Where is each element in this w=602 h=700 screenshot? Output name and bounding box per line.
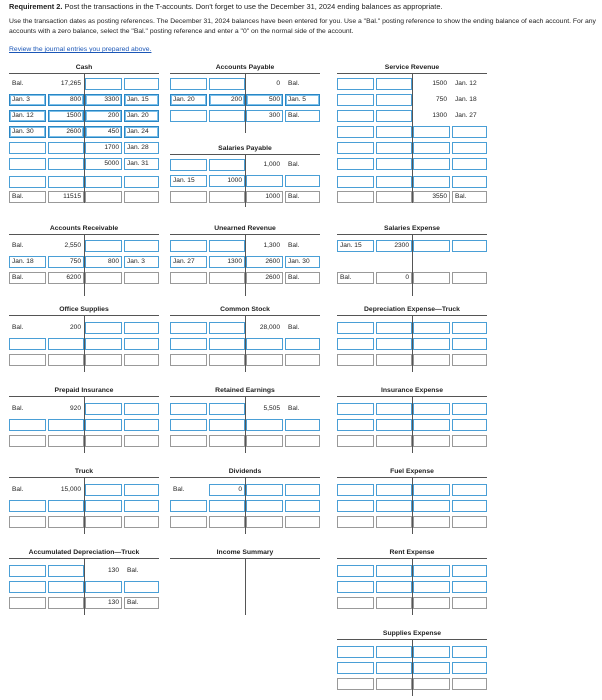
debit-amount-input[interactable]: [209, 78, 245, 90]
credit-ref-input[interactable]: [452, 403, 487, 415]
debit-date-input[interactable]: [337, 662, 374, 674]
debit-amount-input[interactable]: [376, 158, 412, 170]
balance-credit-amount-input[interactable]: [413, 435, 450, 447]
credit-amount-input[interactable]: 3300: [85, 94, 122, 106]
debit-amount-input[interactable]: 1300: [209, 256, 245, 268]
debit-date-input[interactable]: [337, 94, 374, 106]
balance-debit-date-input[interactable]: [170, 354, 207, 366]
debit-date-text: Bal.: [12, 324, 24, 331]
credit-ref-input[interactable]: Jan. 5: [285, 94, 320, 106]
balance-credit-ref-input[interactable]: [452, 597, 487, 609]
debit-amount-input[interactable]: [376, 176, 412, 188]
balance-credit-ref-input[interactable]: Bal.: [285, 272, 320, 284]
debit-amount-input[interactable]: [376, 322, 412, 334]
balance-credit-amount-input[interactable]: [85, 191, 122, 203]
account-title: Prepaid Insurance: [54, 387, 114, 394]
debit-amount-input[interactable]: [48, 500, 84, 512]
balance-debit-date-input[interactable]: [337, 516, 374, 528]
balance-credit-amount-input[interactable]: [85, 435, 122, 447]
balance-debit-amount-input[interactable]: [48, 516, 84, 528]
debit-date-text: Bal.: [12, 80, 24, 87]
balance-credit-ref-input[interactable]: [452, 678, 487, 690]
balance-debit-date-input[interactable]: [9, 435, 46, 447]
debit-date-input[interactable]: [337, 142, 374, 154]
credit-amount-input[interactable]: [85, 78, 122, 90]
debit-amount-input[interactable]: [209, 159, 245, 171]
debit-amount-input[interactable]: [209, 338, 245, 350]
credit-ref-input[interactable]: [452, 338, 487, 350]
credit-ref-input[interactable]: [452, 565, 487, 577]
balance-debit-date-input[interactable]: [9, 354, 46, 366]
credit-ref-input[interactable]: Jan. 3: [124, 256, 159, 268]
debit-date-input[interactable]: Jan. 15: [337, 240, 374, 252]
t-vertical-line: [245, 558, 246, 615]
balance-debit-amount-input[interactable]: 0: [376, 272, 412, 284]
debit-date-text: Bal.: [12, 405, 24, 412]
credit-ref-input[interactable]: [124, 322, 159, 334]
debit-date-input[interactable]: [337, 581, 374, 593]
credit-ref-input[interactable]: Jan. 28: [124, 142, 159, 154]
balance-credit-ref-input[interactable]: [452, 516, 487, 528]
debit-amount-input[interactable]: [48, 158, 84, 170]
account-title: Accounts Receivable: [49, 225, 119, 232]
balance-credit-amount-input[interactable]: 130: [85, 597, 122, 609]
balance-debit-date-input[interactable]: [9, 597, 46, 609]
credit-ref-input[interactable]: [452, 484, 487, 496]
debit-amount-input[interactable]: 200: [209, 94, 245, 106]
debit-amount-input[interactable]: 750: [48, 256, 84, 268]
balance-credit-amount-input[interactable]: [413, 516, 450, 528]
account-title: Supplies Expense: [382, 630, 442, 637]
account-title: Office Supplies: [59, 306, 109, 313]
balance-debit-amount-input[interactable]: [48, 435, 84, 447]
debit-amount-input[interactable]: [376, 78, 412, 90]
balance-debit-amount-input[interactable]: [209, 516, 245, 528]
credit-amount-text: 28,000: [259, 324, 280, 331]
credit-amount-input[interactable]: 800: [85, 256, 122, 268]
debit-date-input[interactable]: [170, 159, 207, 171]
credit-ref-input[interactable]: [124, 176, 159, 188]
credit-ref-input[interactable]: [124, 500, 159, 512]
account-title: Cash: [75, 64, 93, 71]
credit-ref-input[interactable]: Jan. 31: [124, 158, 159, 170]
credit-amount-input[interactable]: [85, 484, 122, 496]
requirement-heading: [9, 2, 599, 11]
balance-credit-ref-input[interactable]: [285, 435, 320, 447]
balance-debit-amount-input[interactable]: [48, 597, 84, 609]
credit-amount-input[interactable]: [413, 581, 450, 593]
debit-date-input[interactable]: [170, 403, 207, 415]
debit-amount-input[interactable]: [376, 94, 412, 106]
balance-debit-amount-input[interactable]: [376, 191, 412, 203]
account-title: Retained Earnings: [215, 387, 275, 394]
balance-debit-amount-input[interactable]: [376, 435, 412, 447]
credit-ref-text: Jan. 18: [455, 96, 477, 103]
debit-date-input[interactable]: Jan. 27: [170, 256, 207, 268]
credit-ref-input[interactable]: Bal.: [285, 110, 320, 122]
credit-ref-input[interactable]: [452, 176, 487, 188]
balance-debit-amount-input[interactable]: [376, 354, 412, 366]
debit-date-input[interactable]: [9, 142, 46, 154]
debit-date-input[interactable]: [9, 158, 46, 170]
balance-credit-amount-input[interactable]: [413, 678, 450, 690]
credit-ref-input[interactable]: [452, 500, 487, 512]
account-title: Truck: [74, 468, 94, 475]
balance-debit-amount-input[interactable]: [209, 272, 245, 284]
debit-date-input[interactable]: [337, 176, 374, 188]
balance-credit-ref-input[interactable]: [285, 516, 320, 528]
credit-amount-text: 1300: [432, 112, 447, 119]
credit-ref-input[interactable]: [285, 484, 320, 496]
balance-credit-ref-input[interactable]: Bal.: [452, 191, 487, 203]
balance-credit-ref-input[interactable]: [452, 435, 487, 447]
debit-amount-input[interactable]: [48, 142, 84, 154]
balance-credit-ref-input[interactable]: [285, 354, 320, 366]
balance-debit-date-input[interactable]: [170, 191, 207, 203]
credit-amount-input[interactable]: [413, 158, 450, 170]
debit-amount-input[interactable]: [209, 322, 245, 334]
debit-date-input[interactable]: [337, 565, 374, 577]
debit-amount-input[interactable]: [376, 484, 412, 496]
credit-amount-input[interactable]: 200: [85, 110, 122, 122]
account-title: Service Revenue: [384, 64, 440, 71]
account-title: Unearned Revenue: [214, 225, 276, 232]
credit-ref-input[interactable]: [124, 240, 159, 252]
credit-amount-input[interactable]: [85, 240, 122, 252]
credit-ref-input[interactable]: [124, 419, 159, 431]
debit-amount-input[interactable]: 1500: [48, 110, 84, 122]
balance-credit-amount-input[interactable]: [413, 272, 450, 284]
account-title: Rent Expense: [389, 549, 435, 556]
credit-ref-input[interactable]: [452, 419, 487, 431]
balance-credit-amount-input[interactable]: [413, 354, 450, 366]
credit-ref-input[interactable]: Jan. 20: [124, 110, 159, 122]
credit-ref-input[interactable]: [124, 484, 159, 496]
debit-date-input[interactable]: [337, 126, 374, 138]
balance-credit-ref-input[interactable]: [124, 272, 159, 284]
debit-amount-input[interactable]: [376, 403, 412, 415]
debit-date-input[interactable]: [337, 484, 374, 496]
review-journal-link[interactable]: Review the journal entries you prepared above.: [9, 46, 152, 53]
debit-date-input[interactable]: [170, 240, 207, 252]
credit-ref-text: Bal.: [288, 405, 300, 412]
credit-amount-input[interactable]: 2600: [246, 256, 283, 268]
debit-date-input[interactable]: [337, 500, 374, 512]
balance-credit-ref-input[interactable]: Bal.: [285, 191, 320, 203]
credit-amount-input[interactable]: [413, 646, 450, 658]
balance-debit-date-input[interactable]: Bal.: [9, 191, 46, 203]
requirement-text: Post the transactions in the T-accounts. Don't forget to use the December 31, 2024 ending balances as appropriate.: [64, 2, 443, 11]
balance-credit-ref-input[interactable]: [452, 354, 487, 366]
account-title: Dividends: [228, 468, 262, 475]
debit-amount-input[interactable]: [376, 142, 412, 154]
debit-date-input[interactable]: [170, 500, 207, 512]
balance-credit-ref-input[interactable]: [452, 272, 487, 284]
debit-amount-input[interactable]: [48, 419, 84, 431]
credit-ref-input[interactable]: [452, 240, 487, 252]
debit-amount-text: 920: [69, 405, 81, 412]
debit-date-input[interactable]: [337, 78, 374, 90]
balance-debit-date-input[interactable]: [337, 191, 374, 203]
credit-ref-input[interactable]: Jan. 24: [124, 126, 159, 138]
debit-date-input[interactable]: [337, 338, 374, 350]
debit-date-input[interactable]: [337, 419, 374, 431]
debit-date-input[interactable]: [170, 110, 207, 122]
credit-ref-input[interactable]: [285, 338, 320, 350]
debit-amount-input[interactable]: [209, 419, 245, 431]
credit-amount-input[interactable]: 500: [246, 94, 283, 106]
credit-amount-input[interactable]: [246, 175, 283, 187]
credit-ref-text: Bal.: [288, 80, 300, 87]
account-title: Salaries Expense: [384, 225, 440, 232]
debit-date-input[interactable]: Jan. 20: [170, 94, 207, 106]
credit-amount-input[interactable]: 300: [246, 110, 283, 122]
debit-amount-input[interactable]: [48, 565, 84, 577]
credit-amount-input[interactable]: 1700: [85, 142, 122, 154]
balance-credit-amount-input[interactable]: [246, 435, 283, 447]
balance-debit-amount-input[interactable]: 11515: [48, 191, 84, 203]
account-title: Accumulated Depreciation—Truck: [28, 549, 140, 556]
credit-ref-text: Bal.: [288, 242, 300, 249]
credit-amount-input[interactable]: [246, 419, 283, 431]
credit-amount-input[interactable]: [413, 500, 450, 512]
debit-date-input[interactable]: [337, 403, 374, 415]
credit-amount-input[interactable]: [413, 662, 450, 674]
account-title: Insurance Expense: [381, 387, 443, 394]
requirement-number: Requirement 2.: [9, 2, 63, 11]
credit-amount-input[interactable]: [413, 419, 450, 431]
credit-amount-input[interactable]: [413, 240, 450, 252]
balance-credit-amount-input[interactable]: [413, 597, 450, 609]
balance-credit-amount-input[interactable]: [246, 354, 283, 366]
debit-date-text: Bal.: [173, 486, 185, 493]
balance-debit-amount-input[interactable]: 6200: [48, 272, 84, 284]
account-title: Income Summary: [216, 549, 274, 556]
credit-amount-input[interactable]: [413, 484, 450, 496]
credit-amount-input[interactable]: 450: [85, 126, 122, 138]
debit-amount-input[interactable]: [376, 419, 412, 431]
credit-amount-input[interactable]: [413, 176, 450, 188]
credit-ref-input[interactable]: [285, 175, 320, 187]
credit-amount-input[interactable]: [246, 500, 283, 512]
credit-ref-input[interactable]: [452, 142, 487, 154]
credit-amount-input[interactable]: [85, 338, 122, 350]
balance-debit-amount-input[interactable]: [376, 516, 412, 528]
credit-amount-input[interactable]: [85, 176, 122, 188]
credit-ref-input[interactable]: [285, 419, 320, 431]
credit-amount-input[interactable]: [85, 500, 122, 512]
debit-amount-input[interactable]: [376, 646, 412, 658]
debit-date-input[interactable]: Jan. 12: [9, 110, 46, 122]
debit-date-text: Bal.: [12, 486, 24, 493]
credit-ref-text: Bal.: [127, 567, 139, 574]
balance-debit-date-input[interactable]: [337, 597, 374, 609]
balance-debit-date-input[interactable]: [337, 678, 374, 690]
account-title: Accounts Payable: [215, 64, 275, 71]
debit-date-input[interactable]: [9, 500, 46, 512]
credit-ref-input[interactable]: [124, 338, 159, 350]
debit-date-input[interactable]: [170, 78, 207, 90]
balance-debit-amount-input[interactable]: [209, 435, 245, 447]
credit-amount-text: 130: [107, 567, 119, 574]
credit-ref-input[interactable]: [452, 581, 487, 593]
debit-date-input[interactable]: [9, 581, 46, 593]
debit-amount-text: 17,265: [60, 80, 81, 87]
debit-date-input[interactable]: [337, 646, 374, 658]
balance-credit-amount-input[interactable]: 2600: [246, 272, 283, 284]
account-title: Fuel Expense: [390, 468, 434, 475]
debit-amount-input[interactable]: [376, 500, 412, 512]
credit-ref-input[interactable]: [452, 126, 487, 138]
credit-ref-input[interactable]: [452, 662, 487, 674]
balance-debit-date-input[interactable]: [170, 272, 207, 284]
debit-amount-input[interactable]: [376, 338, 412, 350]
credit-ref-text: Jan. 27: [455, 112, 477, 119]
debit-date-input[interactable]: [9, 176, 46, 188]
credit-amount-input[interactable]: [413, 403, 450, 415]
credit-amount-input[interactable]: [413, 338, 450, 350]
credit-ref-input[interactable]: [285, 500, 320, 512]
balance-debit-date-input[interactable]: [337, 354, 374, 366]
account-title: Depreciation Expense—Truck: [364, 306, 460, 313]
debit-amount-input[interactable]: [376, 110, 412, 122]
debit-date-input[interactable]: [9, 565, 46, 577]
debit-amount-input[interactable]: 2600: [48, 126, 84, 138]
balance-credit-ref-input[interactable]: [124, 191, 159, 203]
debit-amount-text: 2,550: [64, 242, 81, 249]
balance-credit-amount-input[interactable]: [85, 272, 122, 284]
debit-date-input[interactable]: [170, 338, 207, 350]
credit-ref-input[interactable]: [452, 646, 487, 658]
balance-credit-amount-input[interactable]: 3550: [413, 191, 450, 203]
instructions: Use the transaction dates as posting references. The December 31, 2024 balances have been entered for you. Use a "Bal." posting reference to show the ending balance of each account. For any accounts with a zero balance, select the "Bal." posting reference and enter a "0" on the normal side of the account.: [9, 18, 596, 35]
balance-debit-amount-input[interactable]: [376, 597, 412, 609]
balance-debit-date-input[interactable]: [9, 516, 46, 528]
credit-amount-input[interactable]: [85, 322, 122, 334]
credit-ref-input[interactable]: Jan. 15: [124, 94, 159, 106]
debit-amount-text: 200: [69, 324, 81, 331]
debit-amount-input[interactable]: [209, 500, 245, 512]
credit-ref-input[interactable]: [124, 581, 159, 593]
credit-amount-input[interactable]: [85, 419, 122, 431]
credit-amount-input[interactable]: [413, 322, 450, 334]
balance-debit-amount-input[interactable]: [48, 354, 84, 366]
account-title: Salaries Payable: [218, 145, 272, 152]
credit-ref-text: Jan. 12: [455, 80, 477, 87]
credit-amount-input[interactable]: [413, 126, 450, 138]
balance-debit-date-input[interactable]: [170, 516, 207, 528]
credit-ref-input[interactable]: [452, 158, 487, 170]
debit-amount-input[interactable]: 800: [48, 94, 84, 106]
balance-debit-date-input[interactable]: Bal.: [337, 272, 374, 284]
credit-amount-input[interactable]: [413, 142, 450, 154]
credit-amount-input[interactable]: [85, 581, 122, 593]
credit-amount-text: 1500: [432, 80, 447, 87]
debit-date-input[interactable]: Jan. 3: [9, 94, 46, 106]
credit-amount-input[interactable]: [246, 484, 283, 496]
credit-amount-input[interactable]: [246, 338, 283, 350]
balance-debit-date-input[interactable]: [170, 435, 207, 447]
credit-amount-text: 1,000: [263, 161, 280, 168]
balance-credit-amount-input[interactable]: [85, 516, 122, 528]
debit-amount-input[interactable]: [209, 110, 245, 122]
debit-amount-input[interactable]: 2300: [376, 240, 412, 252]
balance-debit-date-input[interactable]: [337, 435, 374, 447]
debit-amount-input[interactable]: [376, 565, 412, 577]
credit-ref-input[interactable]: Jan. 30: [285, 256, 320, 268]
account-title: Common Stock: [220, 306, 270, 313]
debit-date-input[interactable]: [9, 338, 46, 350]
credit-ref-input[interactable]: [124, 403, 159, 415]
debit-date-input[interactable]: Jan. 18: [9, 256, 46, 268]
balance-credit-amount-input[interactable]: [246, 516, 283, 528]
credit-amount-text: 1,300: [263, 242, 280, 249]
debit-amount-input[interactable]: [48, 338, 84, 350]
balance-debit-amount-input[interactable]: [209, 191, 245, 203]
balance-debit-date-input[interactable]: Bal.: [9, 272, 46, 284]
balance-debit-amount-input[interactable]: [209, 354, 245, 366]
debit-amount-input[interactable]: [376, 581, 412, 593]
debit-amount-input[interactable]: 1000: [209, 175, 245, 187]
debit-date-input[interactable]: Jan. 15: [170, 175, 207, 187]
debit-date-input[interactable]: [9, 419, 46, 431]
balance-debit-amount-input[interactable]: [376, 678, 412, 690]
credit-amount-text: 0: [276, 80, 280, 87]
debit-date-input[interactable]: [170, 322, 207, 334]
debit-date-input[interactable]: [337, 322, 374, 334]
credit-amount-input[interactable]: [85, 403, 122, 415]
debit-date-text: Bal.: [12, 242, 24, 249]
debit-amount-input[interactable]: [209, 403, 245, 415]
balance-credit-ref-input[interactable]: Bal.: [124, 597, 159, 609]
credit-amount-input[interactable]: [413, 565, 450, 577]
debit-amount-text: 15,000: [60, 486, 81, 493]
balance-credit-ref-input[interactable]: [124, 516, 159, 528]
balance-credit-ref-input[interactable]: [124, 354, 159, 366]
debit-amount-input[interactable]: 0: [209, 484, 245, 496]
balance-credit-ref-input[interactable]: [124, 435, 159, 447]
debit-amount-input[interactable]: [376, 662, 412, 674]
credit-amount-text: 750: [435, 96, 447, 103]
credit-ref-text: Bal.: [288, 324, 300, 331]
debit-amount-input[interactable]: [48, 581, 84, 593]
credit-ref-text: Bal.: [288, 161, 300, 168]
credit-amount-input[interactable]: 5000: [85, 158, 122, 170]
debit-date-input[interactable]: Jan. 30: [9, 126, 46, 138]
credit-ref-input[interactable]: [124, 78, 159, 90]
debit-amount-input[interactable]: [209, 240, 245, 252]
credit-amount-text: 5,505: [263, 405, 280, 412]
debit-date-input[interactable]: [337, 110, 374, 122]
debit-amount-input[interactable]: [48, 176, 84, 188]
credit-ref-input[interactable]: [452, 322, 487, 334]
balance-credit-amount-input[interactable]: [85, 354, 122, 366]
debit-amount-input[interactable]: [376, 126, 412, 138]
debit-date-input[interactable]: [337, 158, 374, 170]
debit-date-input[interactable]: [170, 419, 207, 431]
balance-credit-amount-input[interactable]: 1000: [246, 191, 283, 203]
